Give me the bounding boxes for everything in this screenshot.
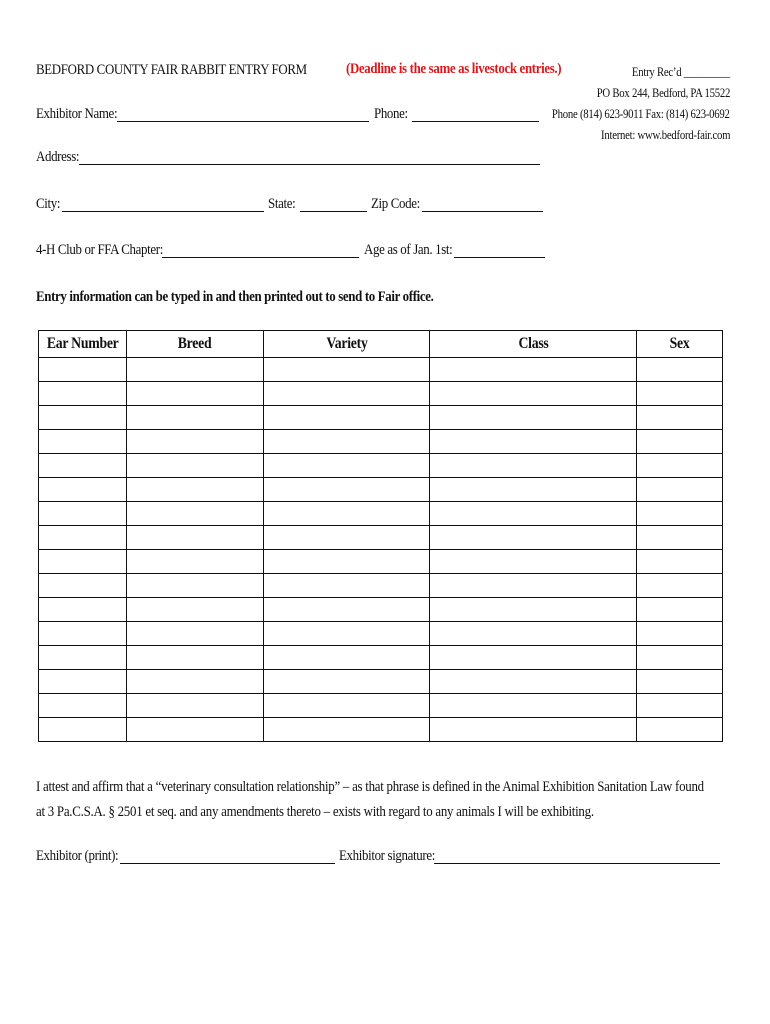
entry-cell[interactable]	[430, 478, 637, 502]
entry-cell[interactable]	[264, 526, 430, 550]
table-row	[39, 358, 723, 382]
entry-cell[interactable]	[39, 382, 127, 406]
entry-cell[interactable]	[127, 406, 264, 430]
entry-cell[interactable]	[39, 502, 127, 526]
table-row	[39, 598, 723, 622]
table-row	[39, 454, 723, 478]
city-field[interactable]	[62, 211, 264, 212]
entry-cell[interactable]	[264, 574, 430, 598]
entry-cell[interactable]	[127, 526, 264, 550]
exhibitor-signature-field[interactable]	[434, 863, 720, 864]
exhibitor-signature-label: Exhibitor signature:	[339, 848, 435, 864]
entry-cell[interactable]	[430, 550, 637, 574]
zip-field[interactable]	[422, 211, 543, 212]
entry-cell[interactable]	[430, 694, 637, 718]
entry-cell[interactable]	[39, 622, 127, 646]
table-row	[39, 430, 723, 454]
entry-cell[interactable]	[637, 358, 723, 382]
entry-cell[interactable]	[39, 670, 127, 694]
entry-cell[interactable]	[264, 406, 430, 430]
entry-cell[interactable]	[127, 478, 264, 502]
entry-cell[interactable]	[637, 598, 723, 622]
exhibitor-name-label: Exhibitor Name:	[36, 106, 118, 122]
exhibitor-name-field[interactable]	[117, 121, 369, 122]
attestation-text: I attest and affirm that a “veterinary consultation relationship” – as that phrase is defined in the Animal Exhibition Sanitation Law found at 3 Pa.C.S.A. § 2501 et seq. and any amendments thereto – exists with regard to any animals I will be exhibiting.	[36, 779, 704, 820]
entry-cell[interactable]	[127, 430, 264, 454]
entry-cell[interactable]	[39, 358, 127, 382]
entry-cell[interactable]	[39, 454, 127, 478]
entry-cell[interactable]	[264, 550, 430, 574]
entry-cell[interactable]	[637, 502, 723, 526]
table-row	[39, 646, 723, 670]
entry-cell[interactable]	[430, 718, 637, 742]
col-class: Class	[430, 331, 637, 358]
city-label: City:	[36, 196, 61, 212]
entry-cell[interactable]	[264, 454, 430, 478]
entry-cell[interactable]	[127, 502, 264, 526]
entry-cell[interactable]	[637, 694, 723, 718]
entry-cell[interactable]	[430, 502, 637, 526]
entry-cell[interactable]	[264, 718, 430, 742]
table-row	[39, 550, 723, 574]
entry-cell[interactable]	[637, 574, 723, 598]
entry-cell[interactable]	[637, 430, 723, 454]
entry-cell[interactable]	[39, 526, 127, 550]
entry-cell[interactable]	[637, 526, 723, 550]
exhibitor-print-field[interactable]	[120, 863, 335, 864]
col-variety: Variety	[264, 331, 430, 358]
entry-cell[interactable]	[264, 694, 430, 718]
table-header-row	[39, 331, 723, 358]
entry-cell[interactable]	[264, 622, 430, 646]
entry-instruction: Entry information can be typed in and then printed out to send to Fair office.	[36, 289, 434, 305]
entry-cell[interactable]	[39, 694, 127, 718]
table-row	[39, 622, 723, 646]
address-field[interactable]	[79, 164, 540, 165]
entry-cell[interactable]	[637, 646, 723, 670]
age-label: Age as of Jan. 1st:	[364, 242, 453, 258]
age-field[interactable]	[454, 257, 545, 258]
entry-cell[interactable]	[39, 718, 127, 742]
entry-cell[interactable]	[430, 358, 637, 382]
phone-label: Phone:	[374, 106, 408, 122]
table-row	[39, 670, 723, 694]
entry-cell[interactable]	[264, 598, 430, 622]
entry-cell[interactable]	[430, 430, 637, 454]
address-label: Address:	[36, 149, 80, 165]
entry-cell[interactable]	[39, 646, 127, 670]
entry-cell[interactable]	[264, 478, 430, 502]
entry-cell[interactable]	[637, 622, 723, 646]
col-ear-number: Ear Number	[39, 331, 127, 358]
state-label: State:	[268, 196, 296, 212]
entry-cell[interactable]	[264, 646, 430, 670]
entry-cell[interactable]	[39, 550, 127, 574]
col-breed: Breed	[127, 331, 264, 358]
fair-internet: Internet: www.bedford-fair.com	[600, 128, 730, 142]
table-row	[39, 574, 723, 598]
entry-cell[interactable]	[127, 358, 264, 382]
entry-cell[interactable]	[637, 478, 723, 502]
entry-received: Entry Rec’d _________	[632, 65, 730, 79]
entry-cell[interactable]	[637, 718, 723, 742]
entry-cell[interactable]	[127, 646, 264, 670]
entry-cell[interactable]	[637, 406, 723, 430]
entry-cell[interactable]	[39, 478, 127, 502]
entry-cell[interactable]	[39, 430, 127, 454]
entry-cell[interactable]	[637, 454, 723, 478]
entry-cell[interactable]	[39, 598, 127, 622]
table-row	[39, 382, 723, 406]
entry-cell[interactable]	[127, 670, 264, 694]
state-field[interactable]	[300, 211, 367, 212]
table-row	[39, 694, 723, 718]
entry-cell[interactable]	[127, 382, 264, 406]
table-row	[39, 478, 723, 502]
entry-cell[interactable]	[430, 382, 637, 406]
entry-cell[interactable]	[430, 526, 637, 550]
entry-cell[interactable]	[430, 406, 637, 430]
entry-cell[interactable]	[127, 622, 264, 646]
entry-cell[interactable]	[39, 406, 127, 430]
entry-cell[interactable]	[127, 598, 264, 622]
zip-label: Zip Code:	[371, 196, 420, 212]
entry-cell[interactable]	[430, 454, 637, 478]
entry-cell[interactable]	[430, 646, 637, 670]
entry-cell[interactable]	[637, 382, 723, 406]
form-title: BEDFORD COUNTY FAIR RABBIT ENTRY FORM	[36, 62, 307, 78]
table-row	[39, 718, 723, 742]
entry-cell[interactable]	[637, 670, 723, 694]
entry-cell[interactable]	[264, 358, 430, 382]
deadline-note: (Deadline is the same as livestock entries.)	[346, 61, 562, 77]
table-row	[39, 502, 723, 526]
entry-cell[interactable]	[127, 574, 264, 598]
exhibitor-print-label: Exhibitor (print):	[36, 848, 119, 864]
entry-cell[interactable]	[430, 574, 637, 598]
table-row	[39, 526, 723, 550]
club-label: 4-H Club or FFA Chapter:	[36, 242, 163, 258]
entry-cell[interactable]	[39, 574, 127, 598]
entry-cell[interactable]	[264, 382, 430, 406]
table-row	[39, 406, 723, 430]
entry-cell[interactable]	[430, 670, 637, 694]
col-sex: Sex	[637, 331, 723, 358]
entry-cell[interactable]	[264, 430, 430, 454]
entry-cell[interactable]	[127, 718, 264, 742]
phone-field[interactable]	[412, 121, 539, 122]
entry-cell[interactable]	[430, 598, 637, 622]
fair-address: PO Box 244, Bedford, PA 15522	[596, 86, 730, 100]
fair-phone-fax: Phone (814) 623-9011 Fax: (814) 623-0692	[552, 107, 730, 121]
entry-cell[interactable]	[637, 550, 723, 574]
entry-cell[interactable]	[430, 622, 637, 646]
entry-cell[interactable]	[127, 694, 264, 718]
entry-cell[interactable]	[127, 550, 264, 574]
entry-cell[interactable]	[264, 670, 430, 694]
club-field[interactable]	[162, 257, 359, 258]
entry-cell[interactable]	[127, 454, 264, 478]
entry-cell[interactable]	[264, 502, 430, 526]
entries-table	[38, 330, 723, 742]
